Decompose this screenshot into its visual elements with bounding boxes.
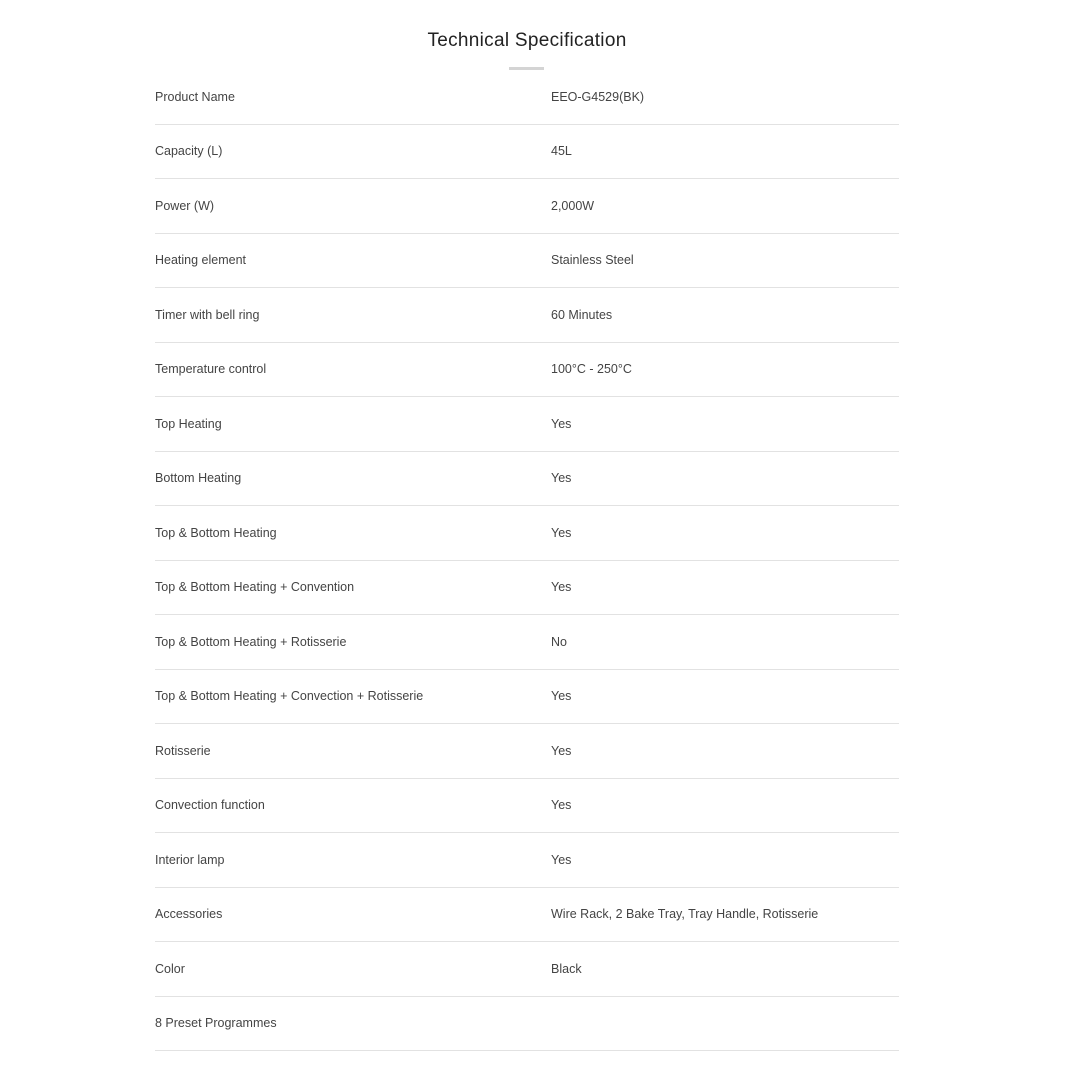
spec-row-temperature-control — [155, 343, 899, 398]
spec-label: Top & Bottom Heating + Convention — [155, 580, 355, 595]
spec-label: Color — [155, 961, 185, 976]
spec-label: Bottom Heating — [155, 471, 242, 486]
spec-row-convection-function — [155, 779, 899, 834]
spec-value: Stainless Steel — [551, 253, 634, 268]
spec-row-top-bottom-rotisserie — [155, 615, 899, 670]
spec-value: Black — [551, 961, 582, 976]
spec-value: No — [551, 634, 567, 649]
spec-value: 2,000W — [551, 198, 595, 213]
spec-label: Product Name — [155, 89, 235, 104]
spec-label: Accessories — [155, 907, 223, 922]
spec-label: Interior lamp — [155, 852, 225, 867]
spec-value: Yes — [551, 852, 572, 867]
spec-value: 60 Minutes — [551, 307, 613, 322]
page-title: Technical Specification — [427, 30, 627, 51]
spec-row-bottom-heating — [155, 452, 899, 507]
spec-label: Power (W) — [155, 198, 215, 213]
spec-row-product-name — [155, 70, 899, 125]
spec-row-color — [155, 942, 899, 997]
spec-value: Yes — [551, 689, 572, 704]
spec-row-accessories — [155, 888, 899, 943]
spec-label: Top & Bottom Heating — [155, 525, 277, 540]
spec-value: Yes — [551, 743, 572, 758]
spec-row-top-bottom-convection-rotisserie — [155, 670, 899, 725]
spec-label: Timer with bell ring — [155, 307, 260, 322]
spec-label: Top & Bottom Heating + Convection + Rotisserie — [155, 689, 424, 704]
spec-label: Top & Bottom Heating + Rotisserie — [155, 634, 347, 649]
spec-row-top-heating — [155, 397, 899, 452]
spec-row-preset-programmes — [155, 997, 899, 1052]
spec-row-capacity — [155, 125, 899, 180]
spec-row-interior-lamp — [155, 833, 899, 888]
spec-value: Yes — [551, 525, 572, 540]
spec-label: 8 Preset Programmes — [155, 1016, 277, 1031]
spec-row-power — [155, 179, 899, 234]
spec-table — [155, 70, 899, 1051]
spec-value: Yes — [551, 471, 572, 486]
spec-value: EEO-G4529(BK) — [551, 89, 645, 104]
spec-value: 100°C - 250°C — [551, 362, 632, 377]
spec-value: Yes — [551, 798, 572, 813]
spec-value: 45L — [551, 144, 572, 159]
spec-value: Yes — [551, 416, 572, 431]
spec-value: Wire Rack, 2 Bake Tray, Tray Handle, Rotisserie — [551, 907, 819, 922]
spec-row-heating-element — [155, 234, 899, 289]
spec-label: Top Heating — [155, 416, 222, 431]
spec-row-timer — [155, 288, 899, 343]
spec-value: Yes — [551, 580, 572, 595]
spec-label: Convection function — [155, 798, 265, 813]
spec-label: Heating element — [155, 253, 247, 268]
spec-label: Rotisserie — [155, 743, 211, 758]
spec-row-rotisserie — [155, 724, 899, 779]
spec-label: Capacity (L) — [155, 144, 223, 159]
spec-label: Temperature control — [155, 362, 267, 377]
spec-row-top-bottom-heating — [155, 506, 899, 561]
spec-row-top-bottom-convention — [155, 561, 899, 616]
